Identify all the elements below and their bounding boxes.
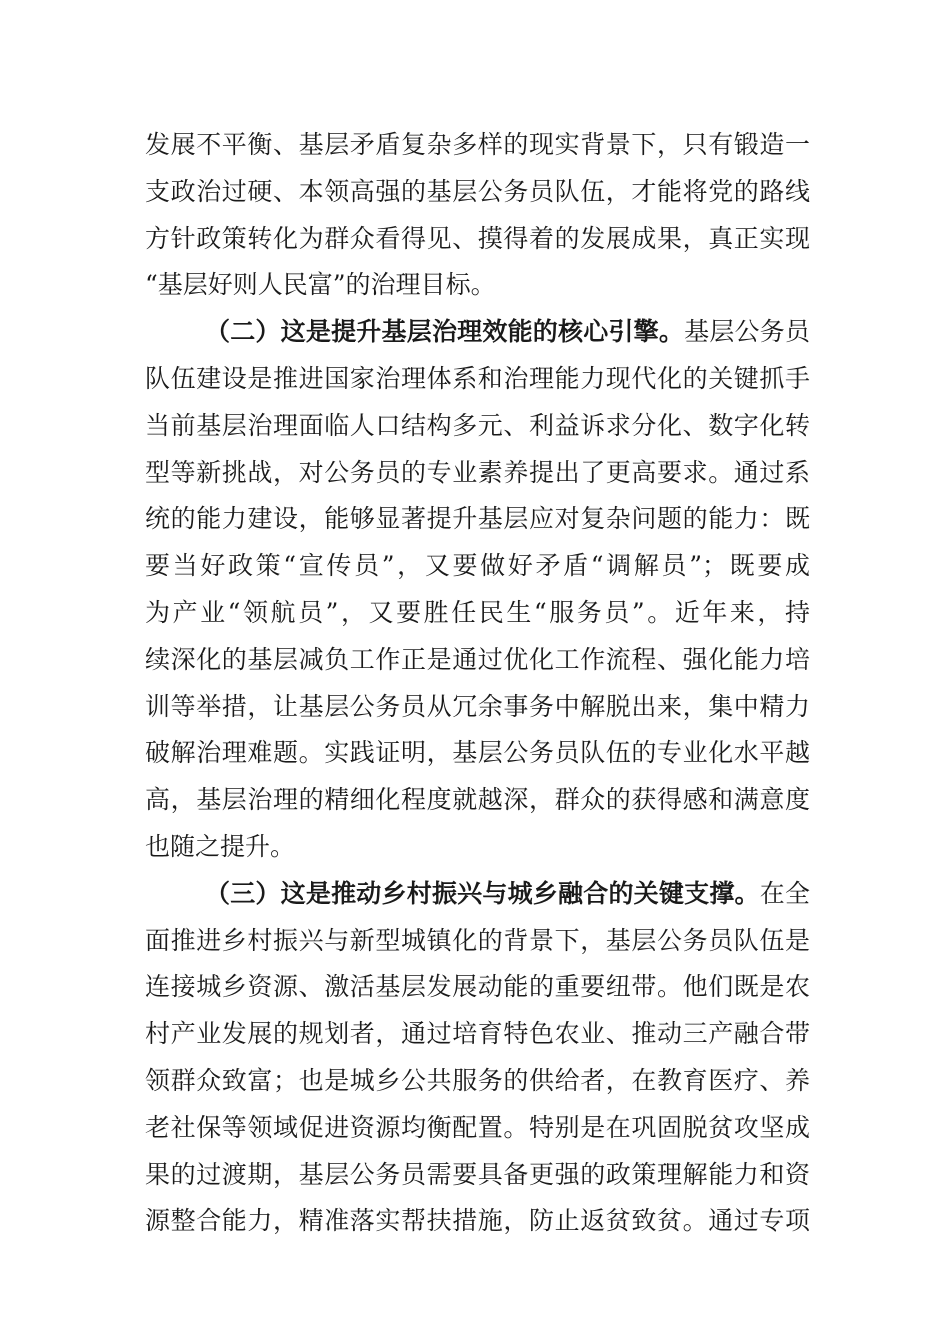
text-line: 续深化的基层减负工作正是通过优化工作流程、强化能力培 bbox=[145, 644, 810, 674]
text-line: 发展不平衡、基层矛盾复杂多样的现实背景下，只有锻造一 bbox=[145, 130, 810, 159]
text-line: 为产业“领航员”，又要胜任民生“服务员”。近年来，持 bbox=[145, 597, 810, 627]
text-line: 也随之提升。 bbox=[145, 831, 296, 861]
text-line: 面推进乡村振兴与新型城镇化的背景下，基层公务员队伍是 bbox=[145, 925, 810, 955]
text-line: 统的能力建设，能够显著提升基层应对复杂问题的能力：既 bbox=[145, 504, 810, 534]
text-line: 村产业发展的规划者，通过培育特色农业、推动三产融合带 bbox=[145, 1019, 810, 1049]
text-line: 领群众致富；也是城乡公共服务的供给者，在教育医疗、养 bbox=[145, 1065, 810, 1095]
text-line: 老社保等领域促进资源均衡配置。特别是在巩固脱贫攻坚成 bbox=[145, 1112, 810, 1142]
text-line: 高，基层治理的精细化程度就越深，群众的获得感和满意度 bbox=[145, 785, 810, 815]
text-line: 训等举措，让基层公务员从冗余事务中解脱出来，集中精力 bbox=[145, 691, 810, 721]
text-line: 型等新挑战，对公务员的专业素养提出了更高要求。通过系 bbox=[145, 457, 810, 487]
paragraph-3-first-line bbox=[145, 871, 810, 918]
text-line: “基层好则人民富”的治理目标。 bbox=[145, 270, 496, 300]
paragraph-2-first-line bbox=[145, 309, 810, 356]
text-line: 当前基层治理面临人口结构多元、利益诉求分化、数字化转 bbox=[145, 410, 810, 440]
paragraph-3 bbox=[145, 871, 810, 1245]
text-line: 果的过渡期，基层公务员需要具备更强的政策理解能力和资 bbox=[145, 1159, 810, 1189]
text-line: 连接城乡资源、激活基层发展动能的重要纽带。他们既是农 bbox=[145, 972, 810, 1002]
paragraph-3-first-line-text: 在全 bbox=[759, 878, 810, 908]
paragraph-1 bbox=[145, 122, 810, 309]
text-line: 方针政策转化为群众看得见、摸得着的发展成果，真正实现 bbox=[145, 223, 810, 253]
section-heading-2: （二）这是提升基层治理效能的核心引擎。 bbox=[205, 317, 685, 347]
text-line: 要当好政策“宣传员”，又要做好矛盾“调解员”；既要成 bbox=[145, 551, 810, 581]
text-line: 队伍建设是推进国家治理体系和治理能力现代化的关键抓手 bbox=[145, 363, 810, 393]
section-heading-3: （三）这是推动乡村振兴与城乡融合的关键支撑。 bbox=[205, 878, 760, 908]
paragraph-2 bbox=[145, 309, 810, 871]
paragraph-2-first-line-text: 基层公务员 bbox=[684, 317, 810, 347]
text-line: 源整合能力，精准落实帮扶措施，防止返贫致贫。通过专项 bbox=[145, 1206, 810, 1236]
text-line: 破解治理难题。实践证明，基层公务员队伍的专业化水平越 bbox=[145, 738, 810, 768]
text-line: 支政治过硬、本领高强的基层公务员队伍，才能将党的路线 bbox=[145, 176, 810, 206]
document-body bbox=[145, 122, 810, 1245]
